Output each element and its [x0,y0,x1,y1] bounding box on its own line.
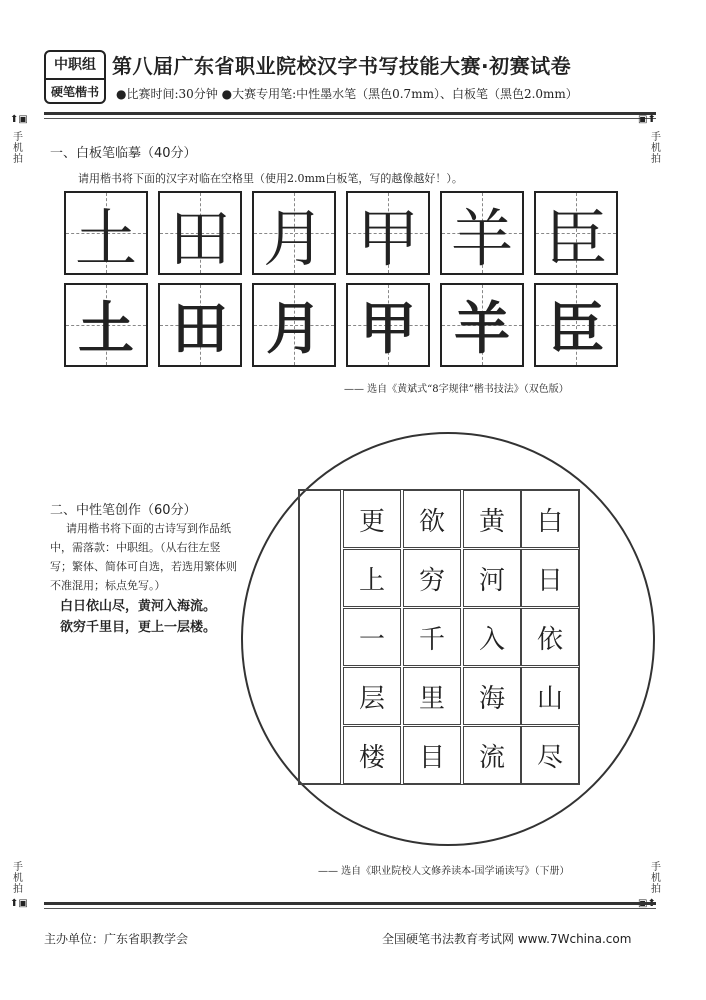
table-cell: 目 [403,726,461,784]
practice-cell [346,283,430,367]
top-rule [44,112,656,115]
poem-line-1: 白日依山尽，黄河入海流。 [60,599,217,614]
category-badge [44,50,106,104]
table-cell: 千 [403,608,461,666]
side-label-right-bottom: 手机拍 [651,862,661,895]
table-cell: 更 [343,490,401,548]
website: 全国硬笔书法教育考试网 www.7Wchina.com [382,932,632,946]
table-cell: 楼 [343,726,401,784]
camera-icon: ⬆▣ [10,114,28,125]
section1-instruction: 请用楷书将下面的汉字对临在空格里（使用2.0mm白板笔，写的越像越好！）。 [78,172,463,185]
badge-group-label: 中职组 [54,57,96,73]
table-cell: 河 [463,549,521,607]
section2-source: —— 选自《职业院校人文修养读本-国学诵读写》（下册） [318,866,570,877]
table-cell: 上 [343,549,401,607]
table-cell: 黄 [463,490,521,548]
practice-cell [440,283,524,367]
signature-column [299,490,341,784]
section2-title: 二、中性笔创作（60分） [50,503,197,518]
side-label-left-bottom: 手机拍 [13,862,23,895]
bottom-rule [44,902,656,905]
model-char: 羊 [450,201,513,275]
section1-title: 一、白板笔临摹（40分） [50,146,197,161]
badge-style-label: 硬笔楷书 [50,85,99,99]
top-rule-thin [44,118,656,119]
table-cell: 层 [343,667,401,725]
practice-cell [252,283,336,367]
table-cell: 欲 [403,490,461,548]
model-cell [534,191,618,275]
bottom-rule-thin [44,908,656,909]
table-cell: 白 [521,490,579,548]
written-char: 羊 [454,297,510,362]
exam-info: ●比赛时间:30分钟 ●大赛专用笔:中性墨水笔（黑色0.7mm）、白板笔（黑色2.0mm） [116,87,578,101]
practice-cell [158,283,242,367]
written-char: 臣 [548,297,604,362]
model-char: 田 [168,201,231,275]
written-char: 土 [78,297,134,362]
model-char: 臣 [544,201,607,275]
table-cell: 一 [343,608,401,666]
table-cell: 海 [463,667,521,725]
section2-instruction-text: 请用楷书将下面的古诗写到作品纸中，需落款：中职组。（从右往左竖写；繁体、简体可自选，若选用繁体则不准混用；标点免写。） [50,522,237,592]
camera-icon: ▣⬆ [638,898,656,909]
table-cell: 里 [403,667,461,725]
poem-line-2: 欲穷千里目，更上一层楼。 [60,620,217,635]
written-char: 甲 [360,297,416,362]
table-cell: 尽 [521,726,579,784]
table-cell: 山 [521,667,579,725]
model-char: 月 [262,201,325,275]
practice-cell [64,283,148,367]
badge-divider [46,78,104,80]
camera-icon: ▣⬆ [638,114,656,125]
model-cell [440,191,524,275]
practice-cell [534,283,618,367]
model-cell [346,191,430,275]
table-cell: 流 [463,726,521,784]
model-char: 土 [74,201,137,275]
written-char: 田 [172,297,228,362]
side-label-right-top: 手机拍 [651,132,661,165]
table-cell: 日 [521,549,579,607]
camera-icon: ⬆▣ [10,898,28,909]
page-title: 第八届广东省职业院校汉字书写技能大赛·初赛试卷 [112,54,572,78]
side-label-left-top: 手机拍 [13,132,23,165]
table-cell: 依 [521,608,579,666]
organizer: 主办单位：广东省职教学会 [44,932,189,946]
model-cell [252,191,336,275]
section1-source: —— 选自《黄斌式“8字规律”楷书技法》（双色版） [344,384,569,395]
section2-instruction [50,519,240,595]
model-cell [158,191,242,275]
practice-grid [64,191,620,369]
creation-table [298,489,580,785]
table-cell: 穷 [403,549,461,607]
model-char: 甲 [356,201,419,275]
written-char: 月 [266,297,322,362]
table-cell: 入 [463,608,521,666]
model-cell [64,191,148,275]
